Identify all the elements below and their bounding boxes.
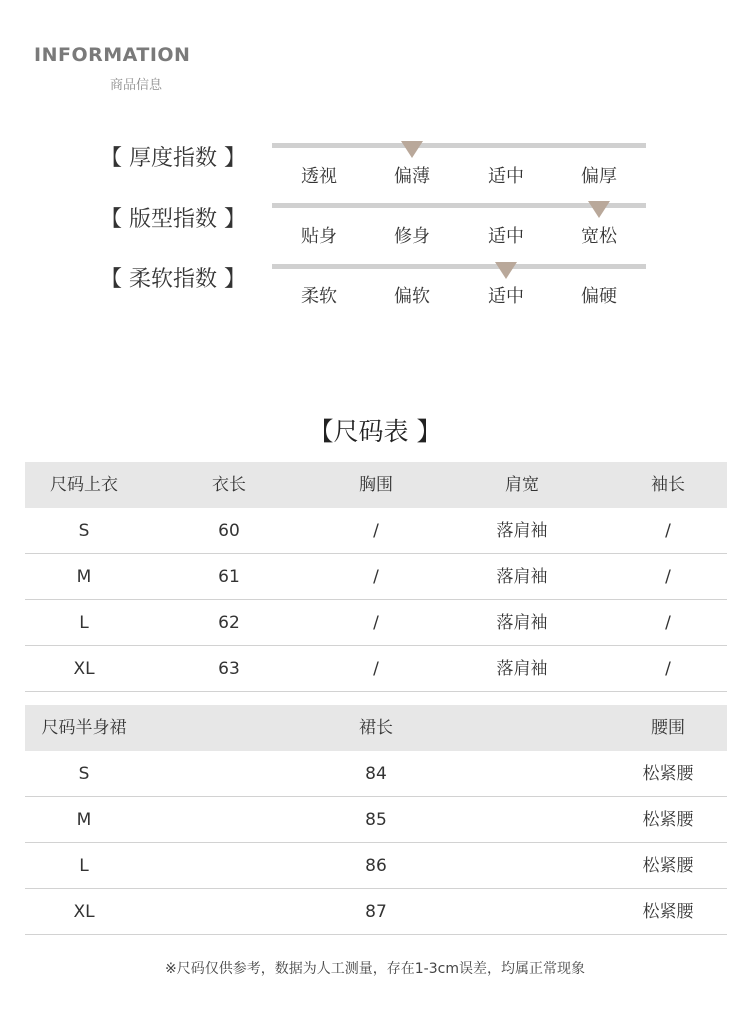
skirts-table-header xyxy=(25,705,727,751)
table-cell: 87 xyxy=(365,902,387,922)
fit-option: 贴身 xyxy=(301,226,337,247)
table-row xyxy=(25,751,727,797)
fit-index-bar xyxy=(272,203,646,208)
table-cell: 63 xyxy=(218,659,240,679)
softness-option: 偏硬 xyxy=(581,286,617,307)
softness-option: 柔软 xyxy=(301,286,337,307)
table-cell: / xyxy=(665,613,671,633)
table-cell: 松紧腰 xyxy=(642,856,694,876)
header-cell: 尺码半身裙 xyxy=(41,718,127,738)
table-cell: 落肩袖 xyxy=(496,521,548,541)
table-cell: M xyxy=(76,567,92,587)
thickness-option: 偏薄 xyxy=(394,166,430,187)
header-cell: 尺码上衣 xyxy=(50,475,118,495)
softness-option: 适中 xyxy=(488,286,524,307)
size-chart-title: 【尺码表 】 xyxy=(308,417,442,446)
table-cell: 85 xyxy=(365,810,387,830)
table-cell: M xyxy=(76,810,92,830)
table-cell: 61 xyxy=(218,567,240,587)
information-title: INFORMATION xyxy=(34,44,191,66)
fit-indicator-marker xyxy=(588,201,610,218)
table-cell: L xyxy=(79,856,89,876)
table-cell: / xyxy=(373,613,379,633)
table-cell: XL xyxy=(73,659,95,679)
tops-size-table xyxy=(25,462,727,692)
table-row xyxy=(25,600,727,646)
table-cell: / xyxy=(665,521,671,541)
information-subtitle: 商品信息 xyxy=(110,78,163,93)
header-cell: 衣长 xyxy=(212,475,246,495)
table-cell: 松紧腰 xyxy=(642,764,694,784)
table-cell: 落肩袖 xyxy=(496,567,548,587)
table-cell: / xyxy=(665,567,671,587)
softness-index-bar xyxy=(272,264,646,269)
table-cell: S xyxy=(78,764,90,784)
table-cell: 松紧腰 xyxy=(642,902,694,922)
table-cell: 60 xyxy=(218,521,240,541)
table-row xyxy=(25,797,727,843)
header-cell: 胸围 xyxy=(359,475,393,495)
table-row xyxy=(25,554,727,600)
table-row xyxy=(25,646,727,692)
thickness-option: 适中 xyxy=(488,166,524,187)
skirts-size-table xyxy=(25,705,727,935)
table-cell: 落肩袖 xyxy=(496,659,548,679)
softness-index-label: 【 柔软指数 】 xyxy=(100,267,246,292)
table-cell: / xyxy=(373,521,379,541)
thickness-indicator-marker xyxy=(401,141,423,158)
fit-option: 适中 xyxy=(488,226,524,247)
table-row xyxy=(25,889,727,935)
table-row xyxy=(25,508,727,554)
table-row xyxy=(25,843,727,889)
table-cell: 落肩袖 xyxy=(496,613,548,633)
table-cell: 松紧腰 xyxy=(642,810,694,830)
table-cell: / xyxy=(665,659,671,679)
thickness-option: 透视 xyxy=(301,166,337,187)
tops-table-header xyxy=(25,462,727,508)
table-cell: 62 xyxy=(218,613,240,633)
size-disclaimer-note: ※尺码仅供参考，数据为人工测量，存在1-3cm误差，均属正常现象 xyxy=(165,961,585,977)
table-cell: 84 xyxy=(365,764,387,784)
softness-option: 偏软 xyxy=(394,286,430,307)
header-cell: 裙长 xyxy=(359,718,393,738)
header-cell: 肩宽 xyxy=(505,475,539,495)
header-cell: 袖长 xyxy=(651,475,685,495)
thickness-index-label: 【 厚度指数 】 xyxy=(100,146,246,171)
table-cell: / xyxy=(373,567,379,587)
table-cell: S xyxy=(78,521,90,541)
thickness-option: 偏厚 xyxy=(581,166,617,187)
fit-option: 宽松 xyxy=(581,226,617,247)
table-cell: XL xyxy=(73,902,95,922)
table-cell: 86 xyxy=(365,856,387,876)
table-cell: / xyxy=(373,659,379,679)
softness-indicator-marker xyxy=(495,262,517,279)
table-cell: L xyxy=(79,613,89,633)
fit-option: 修身 xyxy=(394,226,430,247)
thickness-index-bar xyxy=(272,143,646,148)
header-cell: 腰围 xyxy=(651,718,685,738)
fit-index-label: 【 版型指数 】 xyxy=(100,207,246,232)
